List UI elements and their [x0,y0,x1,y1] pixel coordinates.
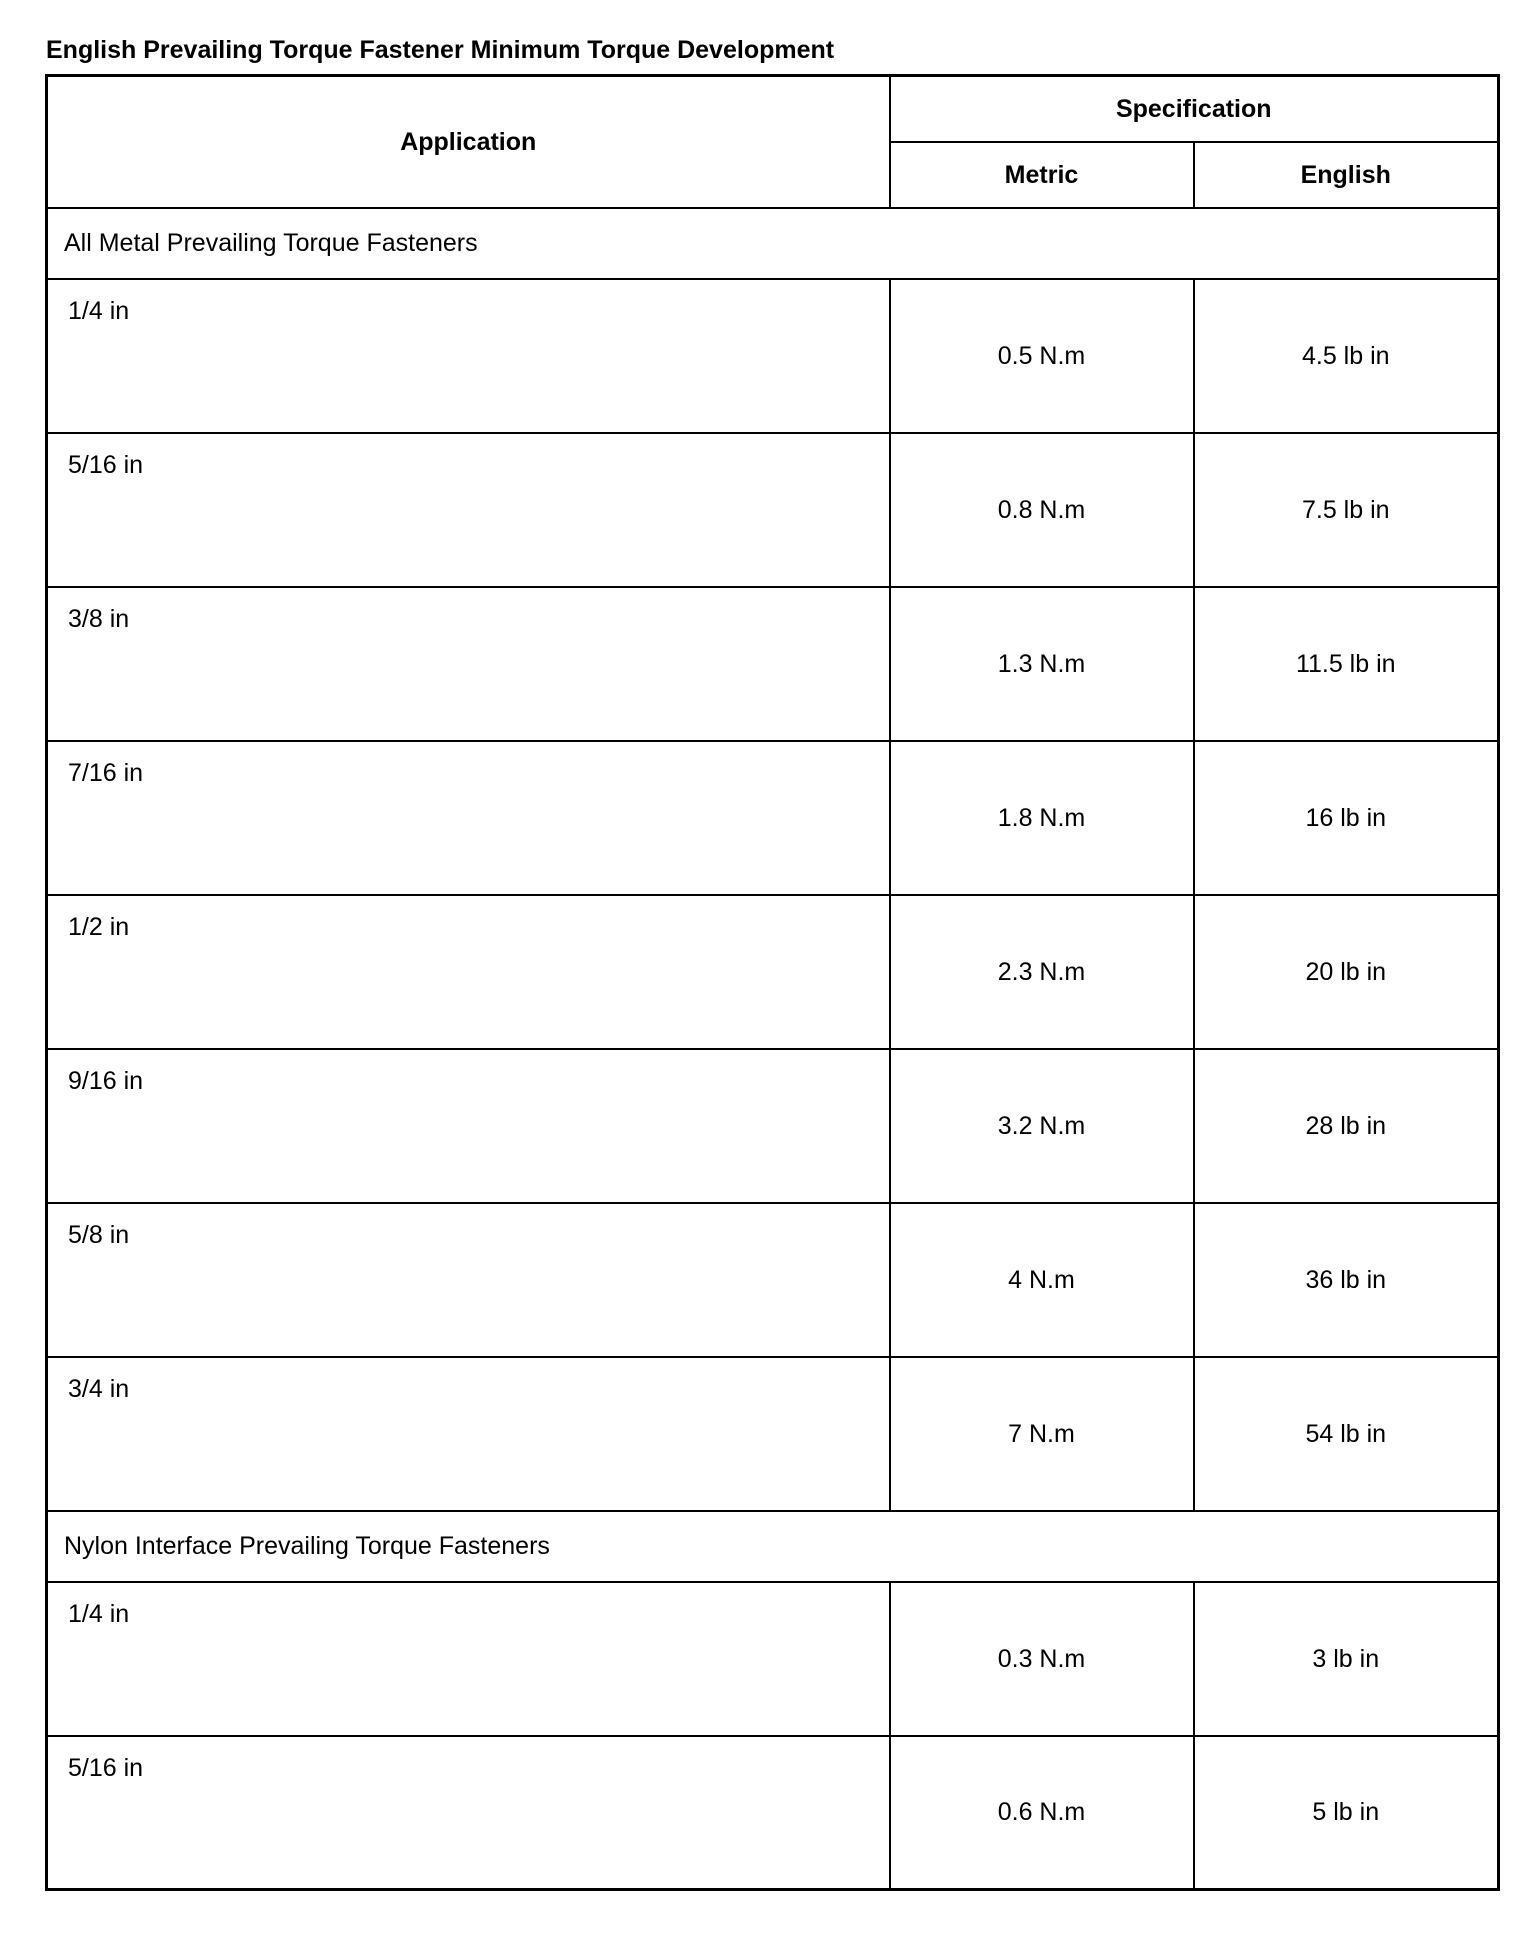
english-cell: 5 lb in [1194,1736,1499,1890]
metric-cell: 2.3 N.m [890,895,1194,1049]
table-row [47,1736,1499,1890]
english-cell: 11.5 lb in [1194,587,1499,741]
application-cell: 7/16 in [47,741,890,895]
application-cell: 1/4 in [47,279,890,433]
table-row [47,1582,1499,1736]
application-cell: 9/16 in [47,1049,890,1203]
metric-cell: 0.8 N.m [890,433,1194,587]
english-cell: 3 lb in [1194,1582,1499,1736]
section-row-nylon-interface [47,1511,1499,1582]
application-cell: 5/16 in [47,1736,890,1890]
application-cell: 5/8 in [47,1203,890,1357]
english-header: English [1194,142,1499,208]
english-cell: 4.5 lb in [1194,279,1499,433]
metric-cell: 0.3 N.m [890,1582,1194,1736]
english-cell: 20 lb in [1194,895,1499,1049]
application-cell: 1/4 in [47,1582,890,1736]
metric-cell: 4 N.m [890,1203,1194,1357]
section-row-all-metal [47,208,1499,279]
application-cell: 3/4 in [47,1357,890,1511]
metric-header: Metric [890,142,1194,208]
application-cell: 5/16 in [47,433,890,587]
table-row [47,1357,1499,1511]
english-cell: 54 lb in [1194,1357,1499,1511]
metric-cell: 0.6 N.m [890,1736,1194,1890]
english-cell: 7.5 lb in [1194,433,1499,587]
page-title: English Prevailing Torque Fastener Minimum Torque Development [46,36,835,64]
table-row [47,433,1499,587]
metric-cell: 7 N.m [890,1357,1194,1511]
table-row [47,1049,1499,1203]
table-row [47,1203,1499,1357]
application-header: Application [47,76,890,208]
table-row [47,587,1499,741]
specification-header: Specification [890,76,1499,142]
application-cell: 1/2 in [47,895,890,1049]
metric-cell: 0.5 N.m [890,279,1194,433]
section-label: All Metal Prevailing Torque Fasteners [47,208,1499,279]
table-row [47,279,1499,433]
english-cell: 16 lb in [1194,741,1499,895]
table-row [47,741,1499,895]
metric-cell: 3.2 N.m [890,1049,1194,1203]
english-cell: 28 lb in [1194,1049,1499,1203]
application-cell: 3/8 in [47,587,890,741]
metric-cell: 1.3 N.m [890,587,1194,741]
section-label: Nylon Interface Prevailing Torque Fasteners [47,1511,1499,1582]
english-cell: 36 lb in [1194,1203,1499,1357]
header-row-top [47,76,1499,142]
torque-spec-table [45,74,1500,1891]
metric-cell: 1.8 N.m [890,741,1194,895]
table-row [47,895,1499,1049]
